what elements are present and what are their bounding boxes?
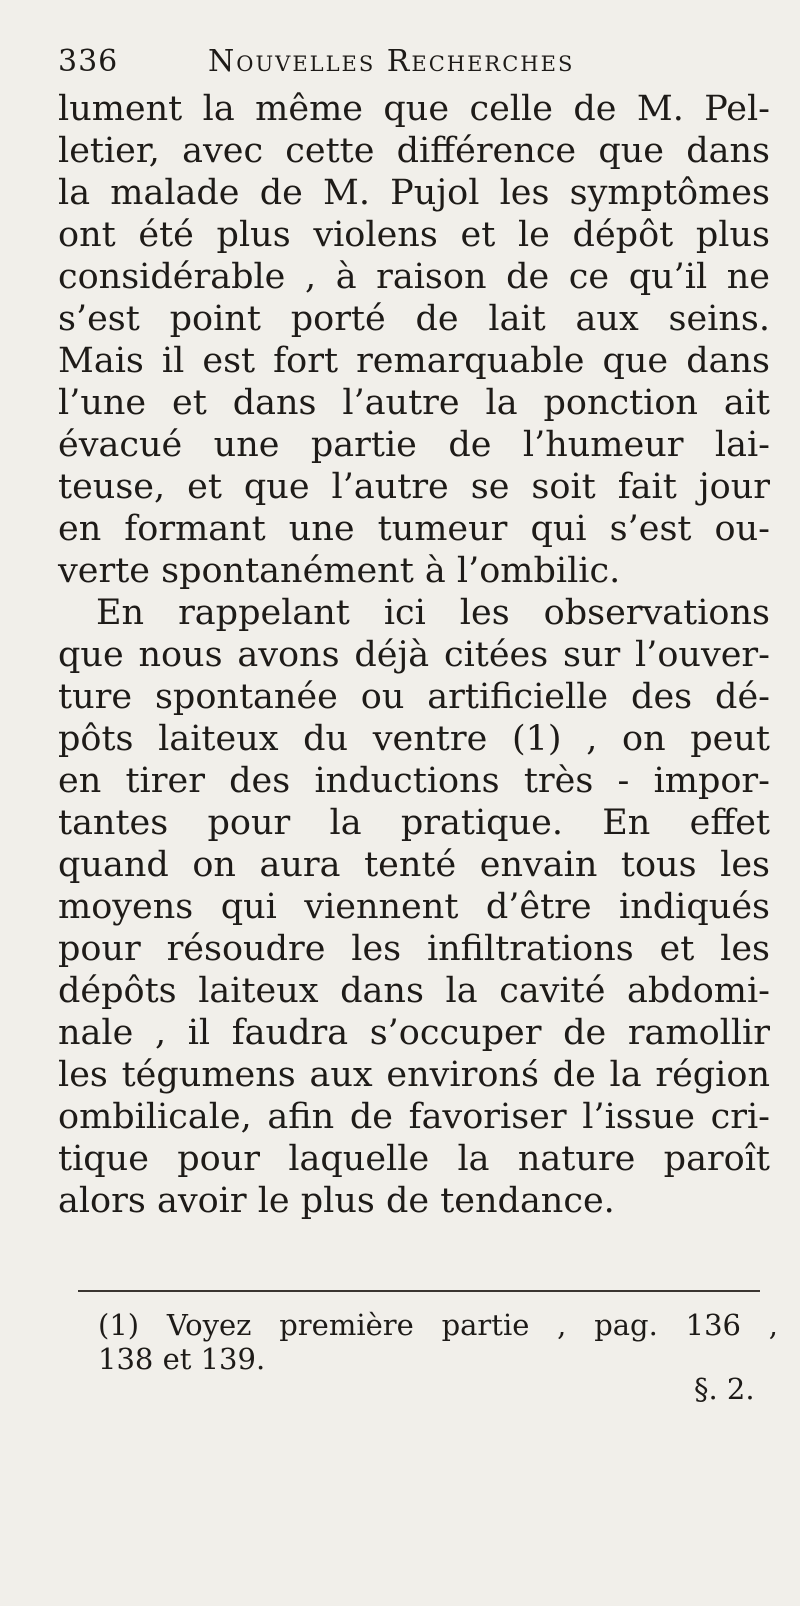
text-line: Mais il est fort remarquable que dans: [58, 341, 770, 381]
text-line: l’une et dans l’autre la ponction ait: [58, 383, 770, 423]
text-line: que nous avons déjà citées sur l’ouver-: [58, 635, 770, 675]
footnote: [98, 1308, 778, 1376]
running-title: Nouvelles Recherches: [208, 44, 575, 79]
text-line: letier, avec cette différence que dans: [58, 131, 770, 171]
body-text: [58, 88, 770, 1222]
text-line: pôts laiteux du ventre (1) , on peut: [58, 719, 770, 759]
text-line: tantes pour la pratique. En effet: [58, 803, 770, 843]
text-line: teuse, et que l’autre se soit fait jour: [58, 467, 770, 507]
text-line: nale , il faudra s’occuper de ramollir: [58, 1013, 770, 1053]
paragraph-end-line: verte spontanément à l’ombilic.: [58, 551, 621, 591]
footnote-divider: [78, 1290, 760, 1292]
text-line: ombilicale, afin de favoriser l’issue cri-: [58, 1097, 770, 1137]
text-line: s’est point porté de lait aux seins.: [58, 299, 770, 339]
text-line: ture spontanée ou artificielle des dé-: [58, 677, 770, 717]
text-line: ont été plus violens et le dépôt plus: [58, 215, 770, 255]
page-number: 336: [58, 44, 119, 79]
paragraph-start-line: En rappelant ici les observations: [96, 593, 770, 633]
footnote-line: 138 et 139.: [98, 1342, 266, 1376]
paragraph-end-line: alors avoir le plus de tendance.: [58, 1181, 615, 1221]
text-line: moyens qui viennent d’être indiqués: [58, 887, 770, 927]
page-header: [58, 44, 758, 88]
text-line: en tirer des inductions très - impor-: [58, 761, 770, 801]
text-line: tique pour laquelle la nature paroît: [58, 1139, 770, 1179]
text-line: les tégumens aux environś de la région: [58, 1055, 770, 1095]
text-line: en formant une tumeur qui s’est ou-: [58, 509, 770, 549]
text-line: lument la même que celle de M. Pel-: [58, 89, 770, 129]
text-line: considérable , à raison de ce qu’il ne: [58, 257, 770, 297]
section-signature: §. 2.: [694, 1372, 755, 1406]
text-line: la malade de M. Pujol les symptômes: [58, 173, 770, 213]
text-line: quand on aura tenté envain tous les: [58, 845, 770, 885]
footnote-line: (1) Voyez première partie , pag. 136 ,: [98, 1308, 778, 1342]
text-line: évacué une partie de l’humeur lai-: [58, 425, 770, 465]
text-line: pour résoudre les infiltrations et les: [58, 929, 770, 969]
text-line: dépôts laiteux dans la cavité abdomi-: [58, 971, 770, 1011]
